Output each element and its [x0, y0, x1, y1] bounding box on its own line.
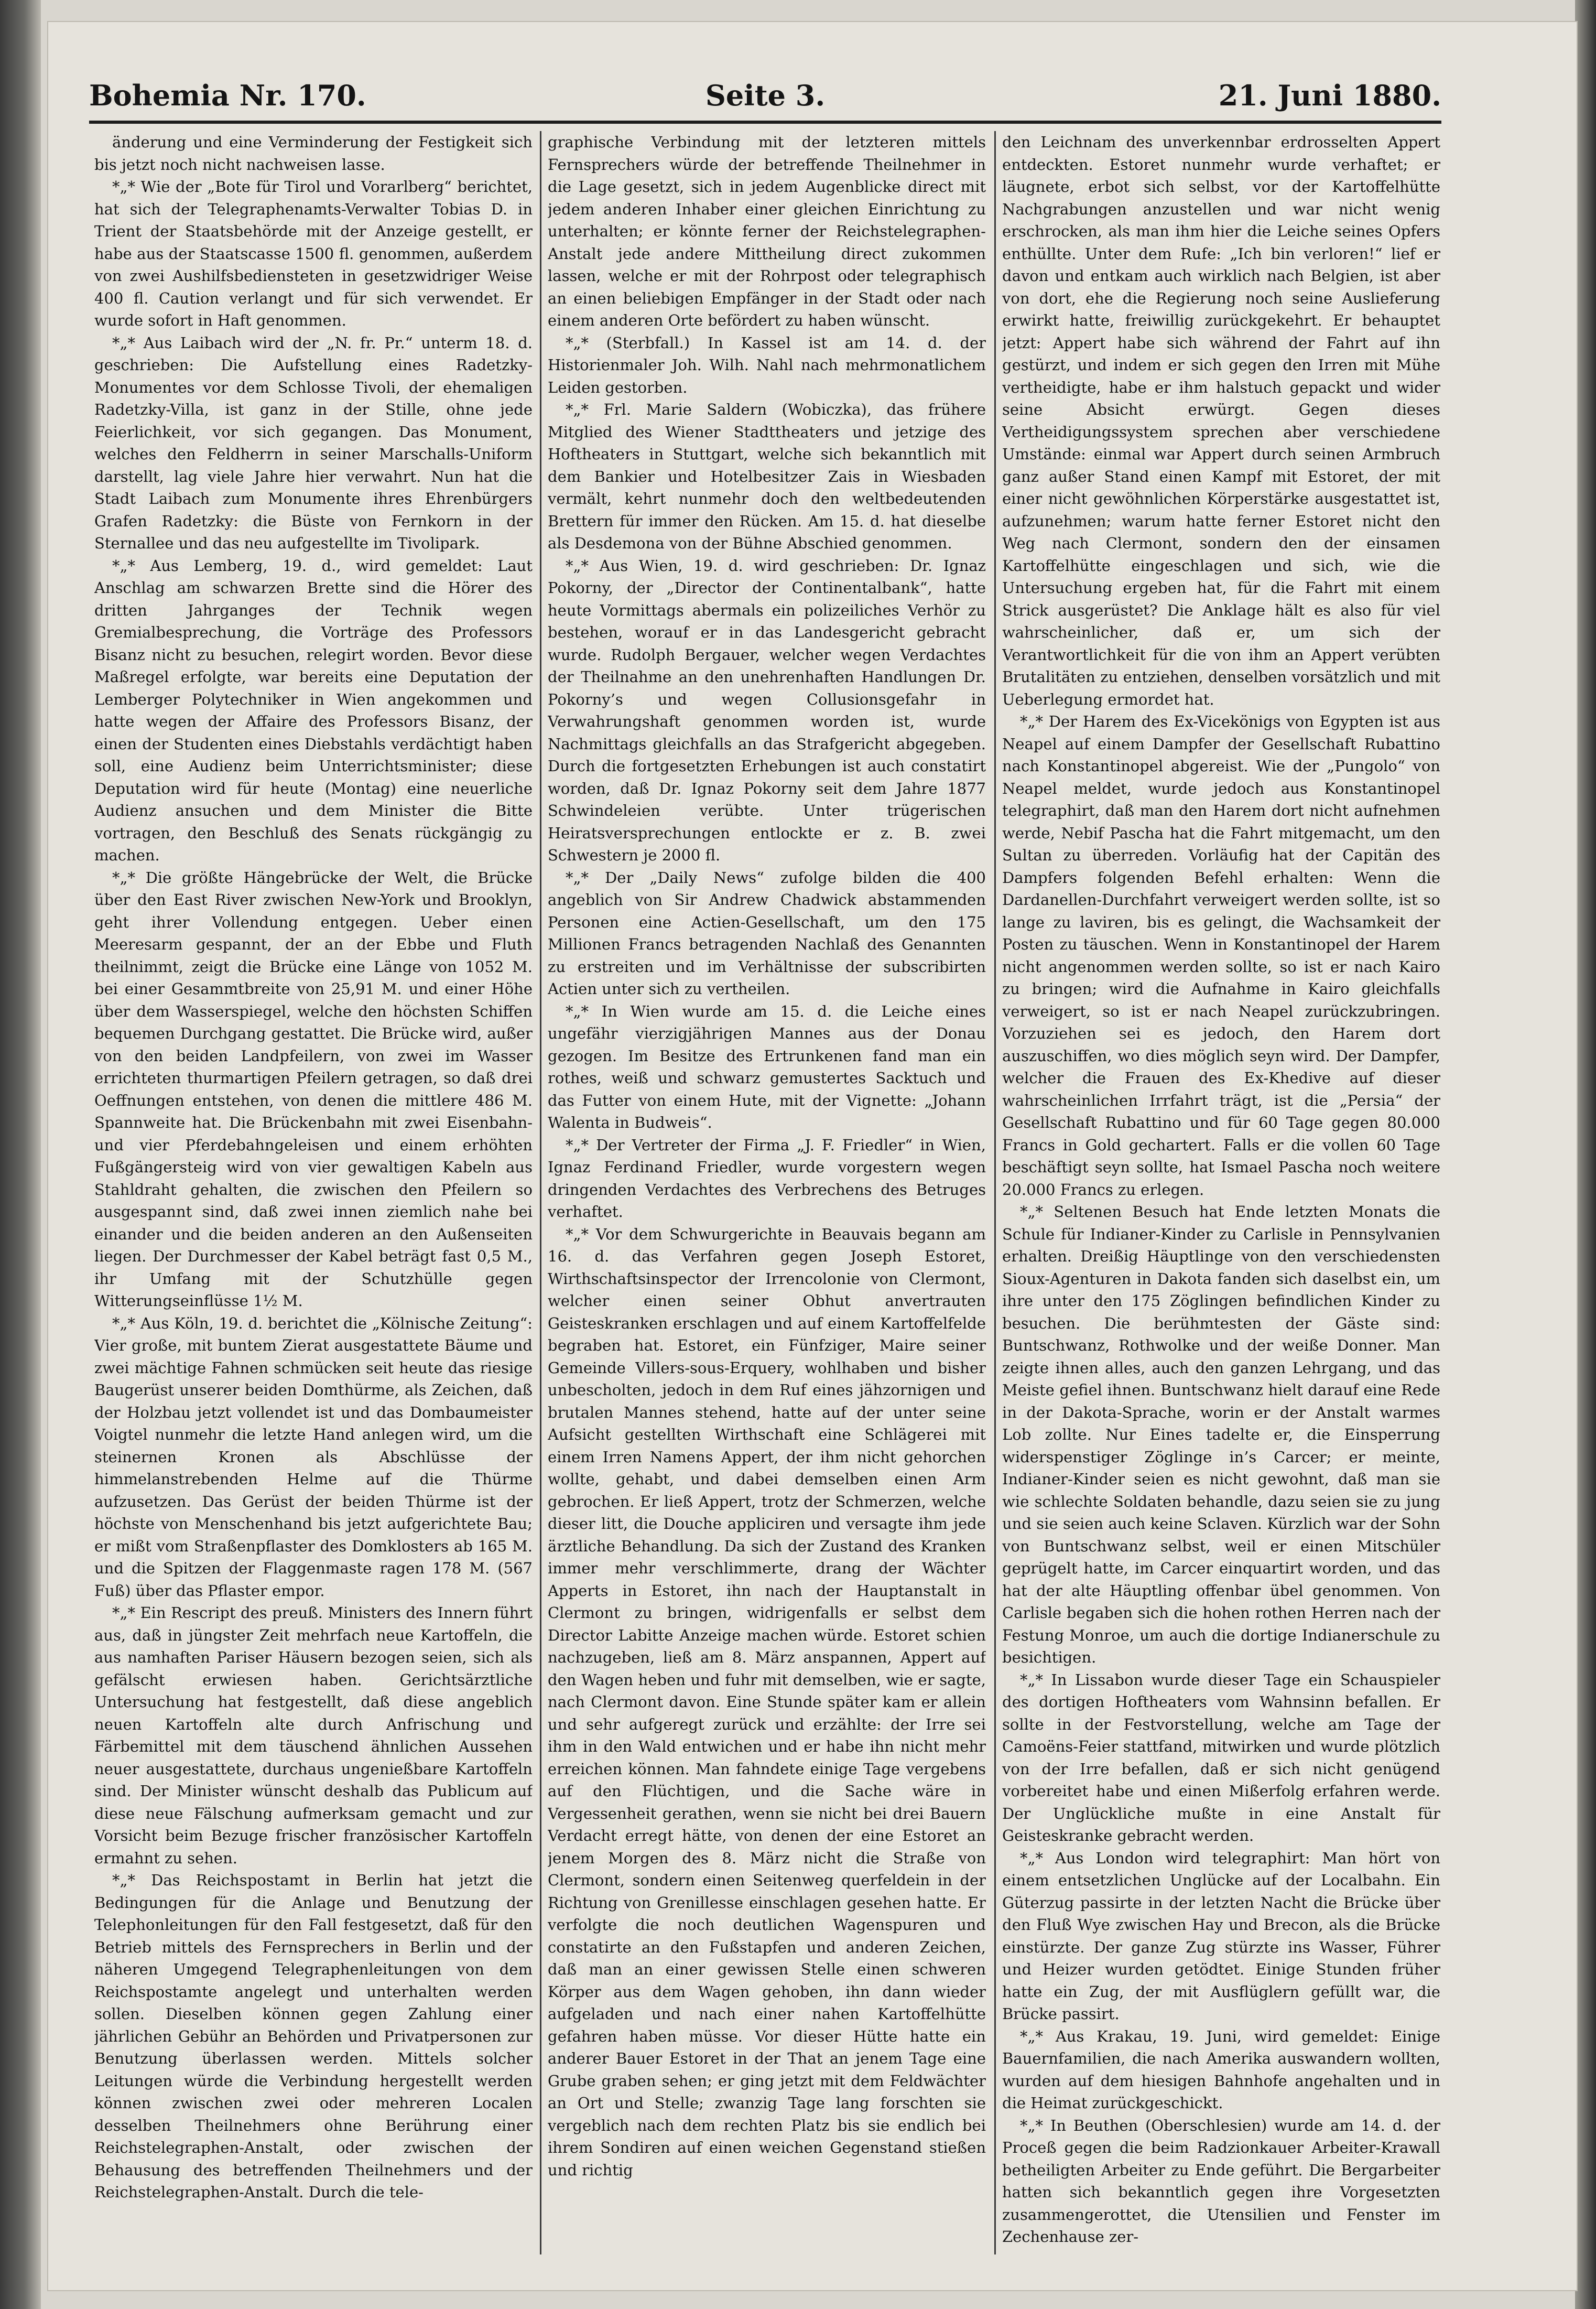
- article-paragraph: *„* Der Harem des Ex-Vicekönigs von Egypten ist aus Neapel auf einem Dampfer der Gesellschaft Rubattino nach Konstantinopel abgereist. Wie der „Pungolo“ von Neapel meldet, wurde jedoch aus Konstantinopel telegraphirt, daß man den Harem dort nicht aufnehmen werde, Nebif Pascha hat die Fahrt mitgemacht, um den Sultan zu überreden. Vorläufig hat der Capitän des Dampfers folgenden Befehl erhalten: Wenn die Dardanellen-Durchfahrt verweigert werden sollte, ist so lange zu laviren, bis es gelingt, die Wachsamkeit der Posten zu täuschen. Wenn in Konstantinopel der Harem nicht angenommen werden sollte, so ist er nach Kairo zu bringen; wird die Aufnahme in Kairo gleichfalls verweigert, so ist er nach Neapel zurückzubringen. Vorzuziehen sei es jedoch, den Harem dort auszuschiffen, wo dies möglich seyn wird. Der Dampfer, welcher die Frauen des Ex-Khedive auf dieser wahrscheinlichen Irrfahrt trägt, ist die „Persia“ der Gesellschaft Rubattino und für 60 Tage gegen 80.000 Francs in Gold gechartert. Falls er die vollen 60 Tage beschäftigt seyn sollte, hat Ismael Pascha noch weitere 20.000 Francs zu erlegen.: [1002, 713, 1440, 1199]
- article-paragraph: *„* Frl. Marie Saldern (Wobiczka), das frühere Mitglied des Wiener Stadttheaters und jetzige des Hoftheaters in Stuttgart, welche sich bekanntlich mit dem Bankier und Hotelbesitzer Zais in Wiesbaden vermält, kehrt nunmehr doch den weltbedeutenden Brettern für immer den Rücken. Am 15. d. hat dieselbe als Desdemona von der Bühne Abschied genommen.: [548, 401, 986, 552]
- header-rule: [89, 121, 1441, 124]
- scan-edge-right: [1575, 0, 1596, 2309]
- article-paragraph: *„* Aus Krakau, 19. Juni, wird gemeldet: Einige Bauernfamilien, die nach Amerika auswandern wollten, wurden auf dem hiesigen Bahnhofe angehalten und in die Heimat zurückgeschickt.: [1002, 2027, 1440, 2112]
- article-paragraph: *„* Aus Lemberg, 19. d., wird gemeldet: Laut Anschlag am schwarzen Brette sind die Hörer des dritten Jahrganges der Technik wegen Gremialbesprechung, die Vorträge des Professors Bisanz nicht zu besuchen, relegirt worden. Bevor diese Maßregel erfolgte, war bereits eine Deputation der Lemberger Polytechniker in Wien angekommen und hatte wegen der Affaire des Professors Bisanz, der einen der Studenten eines Diebstahls verdächtigt haben soll, eine Audienz beim Unterrichtsminister; diese Deputation wird für heute (Montag) eine neuerliche Audienz ansuchen und dem Minister die Bitte vortragen, den Beschluß des Senats rückgängig zu machen.: [94, 556, 533, 864]
- article-paragraph: *„* (Sterbfall.) In Kassel ist am 14. d. der Historienmaler Joh. Wilh. Nahl nach mehrmonatlichem Leiden gestorben.: [548, 333, 986, 396]
- scan-edge-left: [0, 0, 41, 2309]
- page-header: [89, 79, 1441, 115]
- article-paragraph: *„* Vor dem Schwurgerichte in Beauvais begann am 16. d. das Verfahren gegen Joseph Estoret, Wirthschaftsinspector der Irrencolonie von Clermont, welcher einen seiner Obhut anvertrauten Geisteskranken erschlagen und auf einem Kartoffelfelde begraben hat. Estoret, ein Fünfziger, Maire seiner Gemeinde Villers-sous-Erquery, wohlhaben und bisher unbescholten, jedoch in dem Ruf eines jähzornigen und brutalen Mannes stehend, hatte auf der unter seine Aufsicht gestellten Wirthschaft eine Schlägerei mit einem Irren Namens Appert, der ihm nicht gehorchen wollte, gehabt, und dabei demselben einen Arm gebrochen. Er ließ Appert, trotz der Schmerzen, welche dieser litt, die Douche appliciren und versagte ihm jede ärztliche Behandlung. Da sich der Zustand des Kranken immer mehr verschlimmerte, drang der Wächter Apperts in Estoret, ihn nach der Hauptanstalt in Clermont zu bringen, widrigenfalls er selbst dem Director Labitte Anzeige machen würde. Estoret schien nachzugeben, ließ am 8. März anspannen, Appert auf den Wagen heben und fuhr mit demselben, wie er sagte, nach Clermont davon. Eine Stunde später kam er allein und sehr aufgeregt zurück und erzählte: der Irre sei ihm in den Wald entwichen und er habe ihn nicht mehr erreichen können. Man fahndete einige Tage vergebens auf den Flüchtigen, und die Sache wäre in Vergessenheit gerathen, wenn sie nicht bei drei Bauern Verdacht erregt hätte, von denen der eine Estoret an jenem Morgen des 8. März nicht die Straße von Clermont, sondern einen Seitenweg querfeldein in der Richtung von Grenillesse einschlagen gesehen hatte. Er verfolgte die noch deutlichen Wagenspuren und constatirte an den Fußstapfen und anderen Zeichen, daß man an einer gewissen Stelle einen schweren Körper aus dem Wagen gehoben, ihn dann wieder aufgeladen und nach einer nahen Kartoffelhütte gefahren haben müsse. Vor dieser Hütte hatte ein anderer Bauer Estoret in der That an jenem Tage eine Grube graben sehen; er ging jetzt mit dem Feldwächter an Ort und Stelle; zwanzig Tage lang forschten sie vergeblich nach dem rechten Platz bis sie endlich bei ihrem Sondiren auf einen weichen Gegenstand stießen und richtig: [548, 1225, 986, 2179]
- text-column-2: [548, 131, 986, 2260]
- article-paragraph: *„* Aus London wird telegraphirt: Man hört von einem entsetzlichen Unglücke auf der Localbahn. Ein Güterzug passirte in der letzten Nacht die Brücke über den Fluß Wye zwischen Hay und Brecon, als die Brücke einstürzte. Der ganze Zug stürzte ins Wasser, Führer und Heizer wurden getödtet. Einige Stunden früher hatte ein Zug, der mit Ausflüglern gefüllt war, die Brücke passirt.: [1002, 1849, 1440, 2023]
- text-column-1: [94, 131, 533, 2260]
- article-paragraph: *„* Ein Rescript des preuß. Ministers des Innern führt aus, daß in jüngster Zeit mehrfach neue Kartoffeln, die aus namhaften Pariser Häusern bezogen seien, sich als gefälscht erwiesen haben. Gerichtsärztliche Untersuchung hat festgestellt, daß diese angeblich neuen Kartoffeln alte durch Anfrischung und Färbemittel mit dem täuschend ähnlichen Aussehen neuer ausgestattete, durchaus ungenießbare Kartoffeln sind. Der Minister wünscht deshalb das Publicum auf diese neue Fälschung aufmerksam gemacht und zur Vorsicht beim Bezuge frischer französischer Kartoffeln ermahnt zu sehen.: [94, 1604, 533, 1867]
- text-column-3: [1002, 131, 1440, 2260]
- column-divider: [540, 131, 541, 2254]
- issue-date: 21. Juni 1880.: [1218, 79, 1441, 112]
- article-paragraph: *„* Wie der „Bote für Tirol und Vorarlberg“ berichtet, hat sich der Telegraphenamts-Verwalter Tobias D. in Trient der Staatsbehörde mit der Anzeige gestellt, er habe aus der Staatscasse 1500 fl. genommen, außerdem von zwei Aushilfsbediensteten in gesetzwidriger Weise 400 fl. Caution verlangt und für sich verwendet. Er wurde sofort in Haft genommen.: [94, 178, 533, 329]
- page-number: Seite 3.: [705, 79, 826, 112]
- column-divider: [994, 131, 996, 2254]
- article-paragraph: *„* In Beuthen (Oberschlesien) wurde am 14. d. der Proceß gegen die beim Radzionkauer Arbeiter-Krawall betheiligten Arbeiter zu Ende geführt. Die Bergarbeiter hatten sich bekanntlich gegen ihre Vorgesetzten zusammengerottet, die Utensilien und Fenster im Zechenhause zer-: [1002, 2116, 1440, 2246]
- article-paragraph: änderung und eine Verminderung der Festigkeit sich bis jetzt noch nicht nachweisen lasse.: [94, 133, 533, 174]
- article-paragraph: graphische Verbindung mit der letzteren mittels Fernsprechers würde der betreffende Theilnehmer in die Lage gesetzt, sich in jedem Augenblicke direct mit jedem anderen Inhaber einer gleichen Einrichtung zu unterhalten; er könnte ferner der Reichstelegraphen-Anstalt jede andere Mittheilung direct zukommen lassen, welche er mit der Rohrpost oder telegraphisch an einen beliebigen Empfänger in der Stadt oder nach einem anderen Orte befördert zu haben wünscht.: [548, 133, 986, 329]
- article-paragraph: *„* Seltenen Besuch hat Ende letzten Monats die Schule für Indianer-Kinder zu Carlisle in Pennsylvanien erhalten. Dreißig Häuptlinge von den verschiedensten Sioux-Agenturen in Dakota fanden sich daselbst ein, um ihre unter den 175 Zöglingen befindlichen Kinder zu besuchen. Die berühmtesten der Gäste sind: Buntschwanz, Rothwolke und der weiße Donner. Man zeigte ihnen alles, auch den ganzen Lehrgang, und das Meiste gefiel ihnen. Buntschwanz hielt darauf eine Rede in der Dakota-Sprache, worin er der Anstalt warmes Lob zollte. Nur Eines tadelte er, die Einsperrung widerspenstiger Zöglinge in’s Carcer; er meinte, Indianer-Kinder seien es nicht gewohnt, daß man sie wie schlechte Soldaten behandle, dazu seien sie zu jung und sie seien auch keine Sclaven. Kürzlich war der Sohn von Buntschwanz selbst, weil er einen Mitschüler geprügelt hatte, im Carcer einquartirt worden, und das hat der alte Häuptling offenbar übel genommen. Von Carlisle begaben sich die hohen rothen Herren nach der Festung Monroe, um auch die dortige Indianerschule zu besichtigen.: [1002, 1203, 1440, 1666]
- newspaper-issue: Bohemia Nr. 170.: [89, 79, 366, 112]
- article-paragraph: *„* Die größte Hängebrücke der Welt, die Brücke über den East River zwischen New-York und Brooklyn, geht ihrer Vollendung entgegen. Ueber einen Meeresarm gespannt, der an der Ebbe und Fluth theilnimmt, zeigt die Brücke eine Länge von 1052 M. bei einer Gesammtbreite von 25,91 M. und einer Höhe über dem Wasserspiegel, welche den höchsten Schiffen bequemen Durchgang gestattet. Die Brücke wird, außer von den beiden Landpfeilern, von zwei im Wasser errichteten thurmartigen Pfeilern getragen, so daß drei Oeffnungen entstehen, von denen die mittlere 486 M. Spannweite hat. Die Brückenbahn mit zwei Eisenbahn- und vier Pferdebahngeleisen und einem erhöhten Fußgängersteig wird von vier gewaltigen Kabeln aus Stahldraht gehalten, die zwischen den Pfeilern so ausgespannt sind, daß zwei innen ziemlich nahe bei einander und die beiden anderen an den Außenseiten liegen. Der Durchmesser der Kabel beträgt fast 0,5 M., ihr Umfang mit der Schutzhülle gegen Witterungseinflüsse 1½ M.: [94, 868, 533, 1310]
- article-paragraph: den Leichnam des unverkennbar erdrosselten Appert entdeckten. Estoret nunmehr wurde verhaftet; er läugnete, erbot sich selbst, vor der Kartoffelhütte Nachgrabungen anzustellen und war nicht wenig erschrocken, als man ihm hier die Leiche seines Opfers enthüllte. Unter dem Rufe: „Ich bin verloren!“ lief er davon und entkam auch wirklich nach Belgien, ist aber von dort, ehe die Regierung noch seine Auslieferung erwirkt hatte, freiwillig zurückgekehrt. Er behauptet jetzt: Appert habe sich während der Fahrt auf ihn gestürzt, und indem er sich gegen den Irren mit Mühe vertheidigte, habe er ihm halstuch gepackt und wider seine Absicht erwürgt. Gegen dieses Vertheidigungssystem sprechen aber verschiedene Umstände: einmal war Appert durch seinen Armbruch ganz außer Stand einen Kampf mit Estoret, der mit einer nicht gewöhnlichen Körperstärke ausgestattet ist, aufzunehmen; warum hatte ferner Estoret nicht den Weg nach Clermont, sondern den der einsamen Kartoffelhütte eingeschlagen und sich, wie die Untersuchung ergeben hat, für die Fahrt mit einem Strick ausgerüstet? Die Anklage hält es also für viel wahrscheinlicher, daß er, um sich der Verantwortlichkeit für die von ihm an Appert verübten Brutalitäten zu entziehen, denselben vorsätzlich und mit Ueberlegung ermordet hat.: [1002, 133, 1440, 708]
- article-paragraph: *„* In Lissabon wurde dieser Tage ein Schauspieler des dortigen Hoftheaters vom Wahnsinn befallen. Er sollte in der Festvorstellung, welche am Tage der Camoëns-Feier stattfand, mitwirken und wurde plötzlich von der Irre befallen, daß er sich nicht genügend vorbereitet habe und einen Mißerfolg erfahren werde. Der Unglückliche mußte in eine Anstalt für Geisteskranke gebracht werden.: [1002, 1670, 1440, 1844]
- article-paragraph: *„* In Wien wurde am 15. d. die Leiche eines ungefähr vierzigjährigen Mannes aus der Donau gezogen. Im Besitze des Ertrunkenen fand man ein rothes, weiß und schwarz gemustertes Sacktuch und das Futter von einem Hute, mit der Vignette: „Johann Walenta in Budweis“.: [548, 1002, 986, 1131]
- article-paragraph: *„* Der „Daily News“ zufolge bilden die 400 angeblich von Sir Andrew Chadwick abstammenden Personen eine Actien-Gesellschaft, um den 175 Millionen Francs betragenden Nachlaß des Genannten zu erstreiten und im Verhältnisse der subscribirten Actien unter sich zu vertheilen.: [548, 868, 986, 998]
- article-paragraph: *„* Aus Wien, 19. d. wird geschrieben: Dr. Ignaz Pokorny, der „Director der Continentalbank“, hatte heute Vormittags abermals ein polizeiliches Verhör zu bestehen, worauf er in das Landesgericht gebracht wurde. Rudolph Bergauer, welcher wegen Verdachtes der Theilnahme an den unehrenhaften Handlungen Dr. Pokorny’s und wegen Collusionsgefahr in Verwahrungshaft genommen worden ist, wurde Nachmittags gleichfalls an das Strafgericht abgegeben. Durch die fortgesetzten Erhebungen ist auch constatirt worden, daß Dr. Ignaz Pokorny seit dem Jahre 1877 Schwindeleien verübte. Unter trügerischen Heiratsversprechungen entlockte er z. B. zwei Schwestern je 2000 fl.: [548, 556, 986, 864]
- article-paragraph: *„* Der Vertreter der Firma „J. F. Friedler“ in Wien, Ignaz Ferdinand Friedler, wurde vorgestern wegen dringenden Verdachtes des Verbrechens des Betruges verhaftet.: [548, 1136, 986, 1221]
- article-paragraph: *„* Aus Köln, 19. d. berichtet die „Kölnische Zeitung“: Vier große, mit buntem Zierat ausgestattete Bäume und zwei mächtige Fahnen schmücken seit heute das riesige Baugerüst unserer beiden Domthürme, als Zeichen, daß der Holzbau jetzt vollendet ist und das Dombaumeister Voigtel nunmehr die letzte Hand anlegen wird, um die steinernen Kronen als Abschlüsse der himmelanstrebenden Helme auf die Thürme aufzusetzen. Das Gerüst der beiden Thürme ist der höchste von Menschenhand bis jetzt aufgerichtete Bau; er mißt vom Straßenpflaster des Domklosters ab 165 M. und die Spitzen der Flaggenmaste ragen 178 M. (567 Fuß) über das Pflaster empor.: [94, 1314, 533, 1600]
- article-paragraph: *„* Aus Laibach wird der „N. fr. Pr.“ unterm 18. d. geschrieben: Die Aufstellung eines Radetzky-Monumentes vor dem Schlosse Tivoli, der ehemaligen Radetzky-Villa, ist ganz in der Stille, ohne jede Feierlichkeit, vor sich gegangen. Das Monument, welches den Feldherrn in seiner Marschalls-Uniform darstellt, lag viele Jahre hier verwahrt. Nun hat die Stadt Laibach zum Monumente ihres Ehrenbürgers Grafen Radetzky: die Büste von Fernkorn in der Sternallee und das neu aufgestellte im Tivolipark.: [94, 333, 533, 552]
- article-paragraph: *„* Das Reichspostamt in Berlin hat jetzt die Bedingungen für die Anlage und Benutzung der Telephonleitungen für den Fall festgesetzt, daß für den Betrieb mittels des Fernsprechers in Berlin und der näheren Umgegend Telegraphenleitungen von dem Reichspostamte angelegt und unterhalten werden sollen. Dieselben können gegen Zahlung einer jährlichen Gebühr an Behörden und Privatpersonen zur Benutzung überlassen werden. Mittels solcher Leitungen würde die Verbindung hergestellt werden können zwischen zwei oder mehreren Localen desselben Theilnehmers ohne Berührung einer Reichstelegraphen-Anstalt, oder zwischen der Behausung des betreffenden Theilnehmers und der Reichstelegraphen-Anstalt. Durch die tele-: [94, 1871, 533, 2201]
